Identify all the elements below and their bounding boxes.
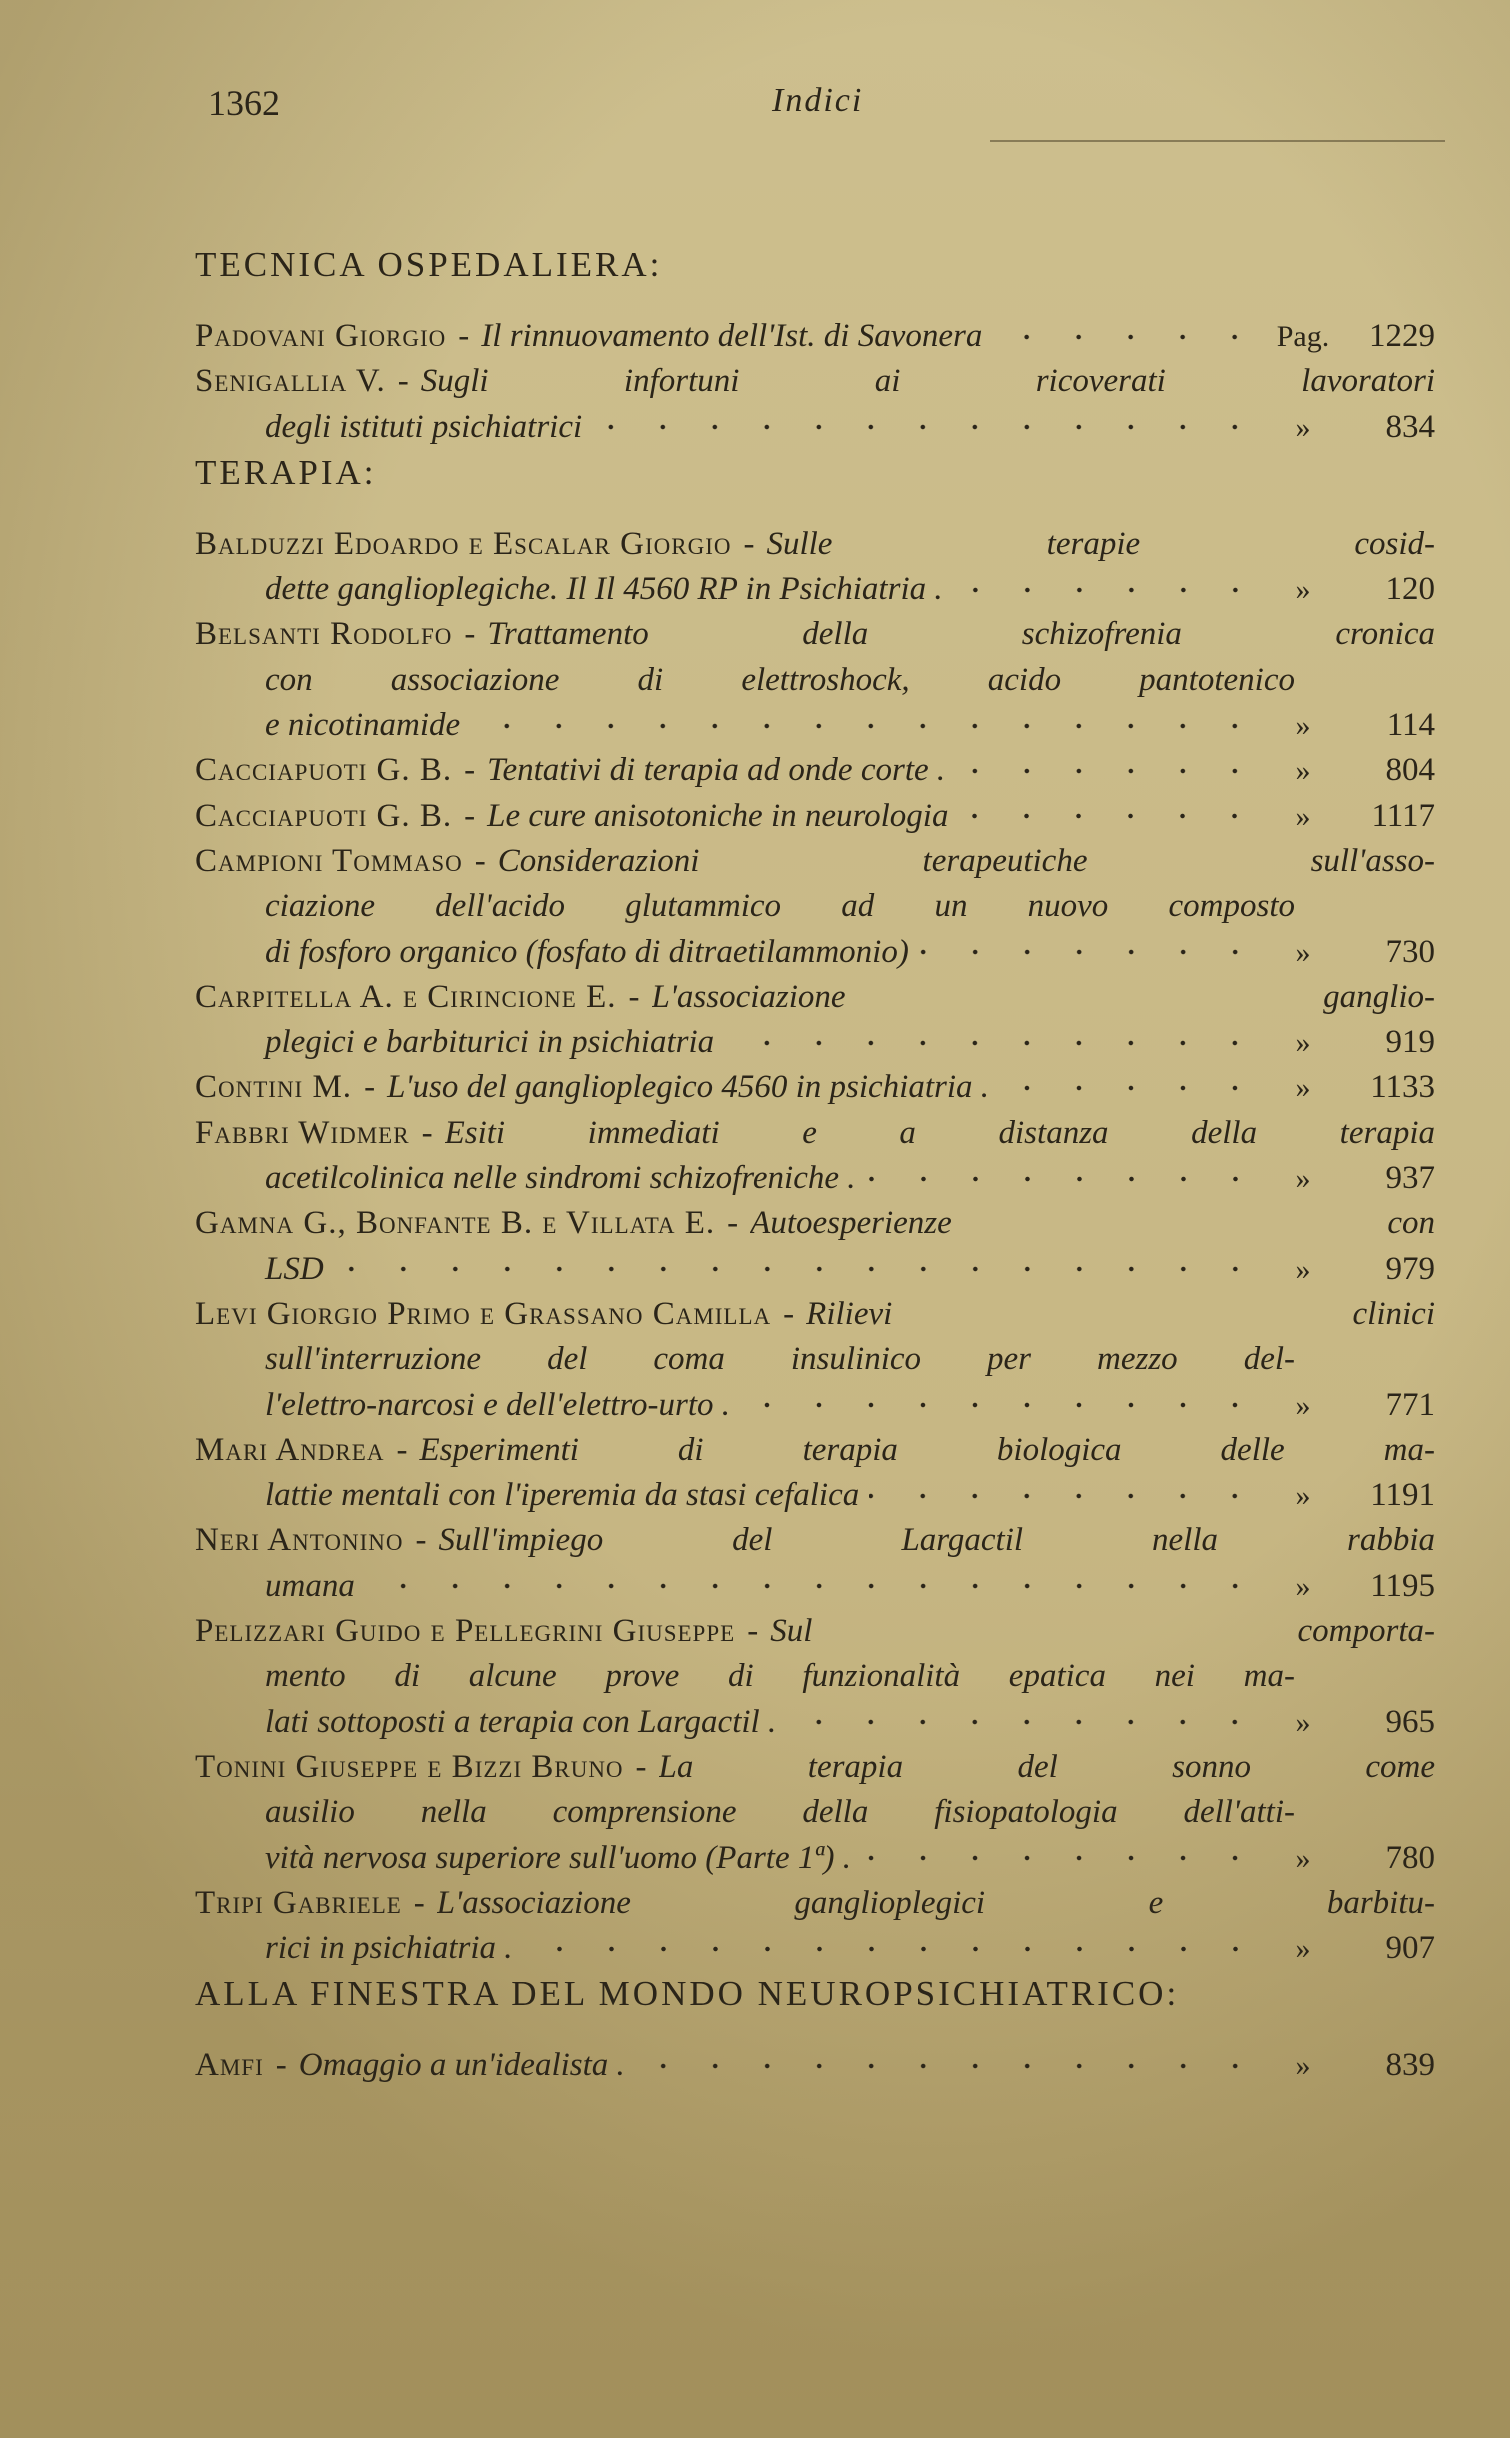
dot-leader <box>334 1264 1261 1274</box>
entry-separator: - <box>464 752 476 789</box>
entry-line <box>195 2043 1435 2088</box>
entry-separator: - <box>397 363 409 400</box>
entry-title: umana <box>265 1567 355 1604</box>
entry-author: Balduzzi Edoardo e Escalar Giorgio <box>195 525 732 562</box>
entry-page: 919 <box>1385 1024 1435 1061</box>
entry-line <box>195 359 1435 404</box>
entry-line <box>195 975 1435 1020</box>
entry-title: Sugli infortuni ai ricoverati lavoratori <box>420 363 1435 400</box>
entry-separator: - <box>628 978 640 1015</box>
dot-leader <box>869 1491 1261 1501</box>
entry-title: L'uso del ganglioplegico 4560 in psichiatria . <box>387 1069 990 1106</box>
index-entry <box>195 839 1435 975</box>
entry-line <box>195 1654 1435 1699</box>
index-entry <box>195 522 1435 613</box>
entry-author: Belsanti Rodolfo <box>195 616 453 653</box>
index-entry <box>195 612 1435 748</box>
entry-separator: - <box>783 1295 795 1332</box>
dot-leader <box>365 1581 1261 1591</box>
page-marker: » <box>1295 2049 1311 2083</box>
entry-title: Il rinnuovamento dell'Ist. di Savonera <box>481 318 983 354</box>
entry-author: Tripi Gabriele <box>195 1884 402 1921</box>
entry-title: Rilievi clinici <box>806 1295 1435 1332</box>
page-number: 1362 <box>208 83 280 123</box>
page-marker: » <box>1295 754 1311 788</box>
page-marker: » <box>1295 1388 1311 1422</box>
entry-page: 120 <box>1385 571 1435 608</box>
page-marker: » <box>1295 410 1311 444</box>
entry-page: 804 <box>1385 752 1435 789</box>
entry-title: Sul comporta- <box>770 1613 1435 1650</box>
entry-author: Padovani Giorgio <box>195 318 447 354</box>
entry-separator: - <box>413 1884 425 1921</box>
dot-leader <box>635 2061 1261 2071</box>
entry-line <box>195 658 1435 703</box>
entry-line <box>195 314 1435 359</box>
index-entry <box>195 1609 1435 1745</box>
entry-page: 1229 <box>1369 318 1435 354</box>
page-marker: » <box>1295 935 1311 969</box>
header-rule <box>990 140 1445 142</box>
entry-separator: - <box>458 318 470 354</box>
index-entry <box>195 1518 1435 1609</box>
entry-separator: - <box>364 1069 376 1106</box>
entry-title: L'associazione ganglioplegici e barbitu- <box>436 1884 1435 1921</box>
dot-leader <box>919 947 1261 957</box>
entry-title: Esiti immediati e a distanza della terapia <box>444 1114 1435 1151</box>
entry-title: La terapia del sonno come <box>658 1748 1435 1785</box>
running-header <box>0 82 1510 132</box>
section-heading: TERAPIA: <box>195 452 377 492</box>
page-marker: » <box>1295 1841 1311 1875</box>
page-marker: » <box>1295 1026 1311 1060</box>
entry-separator: - <box>396 1431 408 1468</box>
entry-author: Pelizzari Guido e Pellegrini Giuseppe <box>195 1613 736 1650</box>
entry-line <box>195 1201 1435 1246</box>
dot-leader <box>866 1174 1261 1184</box>
entry-separator: - <box>275 2047 287 2084</box>
entry-separator: - <box>474 842 486 879</box>
entry-title: L'associazione ganglio- <box>651 978 1435 1015</box>
index-entry <box>195 794 1435 839</box>
entry-line <box>195 612 1435 657</box>
entry-title: lattie mentali con l'iperemia da stasi cefalica <box>265 1477 860 1514</box>
entry-line <box>195 1337 1435 1382</box>
dot-leader <box>523 1944 1262 1954</box>
entry-line <box>195 839 1435 884</box>
page-marker: » <box>1295 1479 1311 1513</box>
entry-page: 114 <box>1386 707 1435 744</box>
entry-page: 907 <box>1385 1930 1435 1967</box>
entry-line <box>195 703 1435 748</box>
dot-leader <box>958 811 1261 821</box>
entry-line <box>195 1564 1435 1609</box>
entry-title: Autoesperienze con <box>750 1205 1435 1242</box>
entry-author: Levi Giorgio Primo e Grassano Camilla <box>195 1295 772 1332</box>
entry-line <box>195 1247 1435 1292</box>
index-section <box>195 1971 1435 2088</box>
index-entry <box>195 1428 1435 1519</box>
entry-line <box>195 748 1435 793</box>
section-heading: TECNICA OSPEDALIERA: <box>195 245 663 284</box>
dot-leader <box>953 585 1261 595</box>
dot-leader <box>955 766 1261 776</box>
entry-line <box>195 1428 1435 1473</box>
entry-page: 979 <box>1385 1250 1435 1287</box>
entry-line <box>195 794 1435 839</box>
entry-separator: - <box>743 525 755 562</box>
entry-title: mento di alcune prove di funzionalità epatica nei ma- <box>265 1658 1295 1695</box>
entry-author: Cacciapuoti G. B. <box>195 797 453 834</box>
dot-leader <box>999 1083 1261 1093</box>
entry-title: Omaggio a un'idealista . <box>298 2047 625 2084</box>
entry-line <box>195 1020 1435 1065</box>
entry-page: 1133 <box>1370 1069 1435 1106</box>
entry-author: Neri Antonino <box>195 1522 404 1559</box>
entry-line <box>195 1156 1435 1201</box>
entry-separator: - <box>727 1205 739 1242</box>
entry-page: 1191 <box>1370 1477 1435 1514</box>
entry-line <box>195 1700 1435 1745</box>
index-entry <box>195 1111 1435 1202</box>
entry-title: ciazione dell'acido glutammico ad un nuovo composto <box>265 888 1295 925</box>
index-entry <box>195 1292 1435 1428</box>
entry-line <box>195 884 1435 929</box>
entry-line <box>195 1836 1435 1881</box>
entry-author: Senigallia V. <box>195 363 386 400</box>
entry-author: Carpitella A. e Cirincione E. <box>195 978 617 1015</box>
entry-title: ausilio nella comprensione della fisiopatologia dell'atti- <box>265 1794 1295 1831</box>
entry-title: Tentativi di terapia ad onde corte . <box>487 752 946 789</box>
page-marker: » <box>1295 1071 1311 1105</box>
entry-line <box>195 930 1435 975</box>
page-marker: » <box>1295 1569 1311 1603</box>
entry-line <box>195 1926 1435 1971</box>
entry-author: Cacciapuoti G. B. <box>195 752 453 789</box>
dot-leader <box>740 1400 1261 1410</box>
entry-author: Amfi <box>195 2047 264 2084</box>
entry-page: 834 <box>1385 408 1435 445</box>
index-section <box>195 242 1435 450</box>
page-marker: » <box>1295 1705 1311 1739</box>
entry-author: Tonini Giuseppe e Bizzi Bruno <box>195 1748 624 1785</box>
index-entry <box>195 314 1435 359</box>
entry-title: rici in psichiatria . <box>265 1930 513 1967</box>
entry-line <box>195 1383 1435 1428</box>
entry-separator: - <box>635 1748 647 1785</box>
entry-author: Mari Andrea <box>195 1431 385 1468</box>
entry-author: Contini M. <box>195 1069 353 1106</box>
dot-leader <box>786 1717 1261 1727</box>
entry-line <box>195 1745 1435 1790</box>
entry-title: acetilcolinica nelle sindromi schizofreniche . <box>265 1160 856 1197</box>
entry-title: Considerazioni terapeutiche sull'asso- <box>497 842 1435 879</box>
entry-page: 1195 <box>1370 1567 1435 1604</box>
entry-line <box>195 522 1435 567</box>
index-entry <box>195 2043 1435 2088</box>
entry-title: con associazione di elettroshock, acido pantotenico <box>265 661 1295 698</box>
page-marker: Pag. <box>1276 320 1330 353</box>
entry-page: 780 <box>1385 1839 1435 1876</box>
entry-line <box>195 1473 1435 1518</box>
entry-title: l'elettro-narcosi e dell'elettro-urto . <box>265 1386 731 1423</box>
entry-page: 937 <box>1385 1160 1435 1197</box>
entry-page: 1117 <box>1371 797 1435 834</box>
entry-line <box>195 1881 1435 1926</box>
index-content <box>195 242 1435 2089</box>
entry-separator: - <box>747 1613 759 1650</box>
entry-title: degli istituti psichiatrici <box>265 408 583 445</box>
dot-leader <box>592 422 1261 432</box>
entry-author: Gamna G., Bonfante B. e Villata E. <box>195 1205 716 1242</box>
entry-page: 839 <box>1385 2047 1435 2084</box>
dot-leader <box>992 332 1261 342</box>
entry-title: dette ganglioplegiche. Il Il 4560 RP in Psichiatria . <box>265 571 943 608</box>
entry-title: Sull'impiego del Largactil nella rabbia <box>438 1522 1435 1559</box>
index-entry <box>195 748 1435 793</box>
dot-leader <box>861 1853 1261 1863</box>
index-entry <box>195 975 1435 1066</box>
index-section <box>195 450 1435 1972</box>
entry-title: Le cure anisotoniche in neurologia <box>487 797 949 834</box>
entry-author: Fabbri Widmer <box>195 1114 410 1151</box>
entry-line <box>195 405 1435 450</box>
page-marker: » <box>1295 1162 1311 1196</box>
running-title: Indici <box>772 82 864 119</box>
entry-author: Campioni Tommaso <box>195 842 463 879</box>
entry-title: e nicotinamide <box>265 707 461 744</box>
entry-page: 965 <box>1385 1703 1435 1740</box>
page-marker: » <box>1295 799 1311 833</box>
page-marker: » <box>1295 1252 1311 1286</box>
entry-line <box>195 1111 1435 1156</box>
entry-separator: - <box>464 616 476 653</box>
entry-line <box>195 1518 1435 1563</box>
entry-title: plegici e barbiturici in psichiatria <box>265 1024 715 1061</box>
section-heading: ALLA FINESTRA DEL MONDO NEUROPSICHIATRICO: <box>195 1974 1180 2014</box>
entry-separator: - <box>415 1522 427 1559</box>
index-entry <box>195 1745 1435 1881</box>
index-entry <box>195 1201 1435 1292</box>
entry-separator: - <box>421 1114 433 1151</box>
entry-title: Trattamento della schizofrenia cronica <box>487 616 1435 653</box>
entry-title: vità nervosa superiore sull'uomo (Parte 1ª) . <box>265 1839 851 1876</box>
entry-page: 730 <box>1385 933 1435 970</box>
index-entry <box>195 1881 1435 1972</box>
entry-separator: - <box>464 797 476 834</box>
entry-title: Esperimenti di terapia biologica delle ma- <box>419 1431 1435 1468</box>
index-entry <box>195 1065 1435 1110</box>
dot-leader <box>470 721 1261 731</box>
entry-title: LSD <box>265 1250 324 1287</box>
entry-line <box>195 1790 1435 1835</box>
entry-line <box>195 1292 1435 1337</box>
index-entry <box>195 359 1435 450</box>
page-marker: » <box>1295 1932 1311 1966</box>
entry-title: sull'interruzione del coma insulinico per mezzo del- <box>265 1341 1295 1378</box>
page-marker: » <box>1295 573 1311 607</box>
dot-leader <box>724 1038 1261 1048</box>
entry-title: lati sottoposti a terapia con Largactil . <box>265 1703 777 1740</box>
entry-title: Sulle terapie cosid- <box>766 525 1435 562</box>
page-marker: » <box>1295 709 1311 743</box>
entry-line <box>195 1065 1435 1110</box>
entry-line <box>195 567 1435 612</box>
entry-title: di fosforo organico (fosfato di ditraetilammonio) <box>265 933 909 970</box>
entry-page: 771 <box>1385 1386 1435 1423</box>
entry-line <box>195 1609 1435 1654</box>
